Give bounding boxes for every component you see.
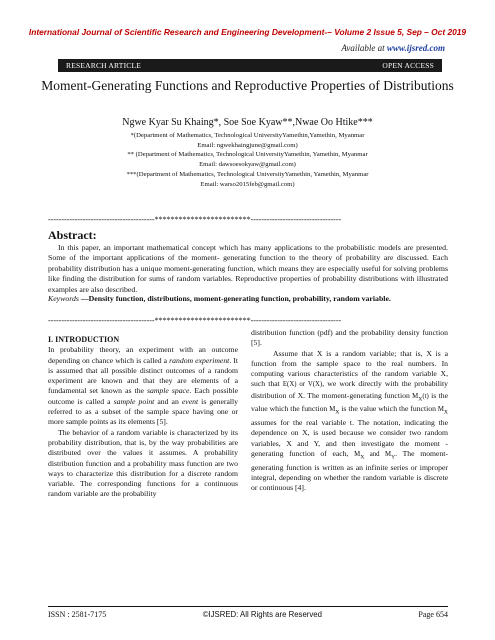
math-m: M [354,450,361,458]
abstract-body: In this paper, an important mathematical concept which has many applications to the probabilistic models are presented. Some of the important applications of the moment- generating function to the theory of probability are discussed. Each probability distribution has a unique moment-generating function, which means they are especially useful for solving problems like finding the distribution for sums of random variables. Reproductive properties of probability distributions with illustrated examples are also described. [48,243,448,294]
left-column [48,335,238,500]
math-sub: X [360,454,365,461]
text-run: Assume that X is a random variable; that is, X is a function from the sample space to the real numbers. In computing various characteristics of the random variable X, such that [251,348,448,389]
footer-page-number: Page 654 [418,610,448,619]
text-run: , we work directly with the probability distribution of X. The moment-generating function [251,379,449,400]
open-access-label: OPEN ACCESS [382,61,434,70]
journal-url-link[interactable]: www.ijsred.com [386,43,445,53]
math-expectation-variance: E(X) or V(X) [282,381,323,389]
right-column [251,328,448,494]
footer-rule [48,606,448,607]
intro-paragraph-2: The behavior of a random variable is characterized by its probability distribution, that is, by the way probabilities are distributed over the values it assumes. A probability distribution function and a probability mass function are two ways to characterize this distribution for a discrete random variable. The corresponding functions for a continuous random variable are the probability [48,427,238,499]
math-m: M [385,450,392,458]
article-banner [58,59,442,72]
math-sub: X [335,409,340,416]
text-run: is the value which the function [251,390,448,414]
authors: Ngwe Kyar Su Khaing*, Soe Soe Kyaw**,Nwae Oo Htike*** [122,117,373,128]
text-run: assumes for the real variable t. The notation, indicating the dependence on X, is used because we consider two random variables, X and Y, and then investigate the moment -generating function of each, [251,418,448,458]
term-sample-space: sample space [147,386,190,396]
abstract-heading: Abstract: [48,228,97,242]
page-footer [48,610,448,619]
text-run: . Each possible outcome is called a [48,386,239,406]
text-run: and an [154,396,182,406]
intro-paragraph-3: distribution function (pdf) and the probability density function [5]. [251,328,448,348]
available-at [341,43,445,53]
section-heading-introduction: I. INTRODUCTION [48,335,120,344]
affiliation-line: ** (Department of Mathematics, Technological UniversityYamethin, Yamethin, Myanmar [127,151,368,159]
affiliation-email: Email: ngwekhaingjune@gmail.com) [197,141,298,149]
math-sub: X [418,396,423,403]
text-run: . The moment-generating function is written as an infinite series or improper integral, depending on whether the random variable is discrete or continuous [4]. [251,448,448,493]
math-m: M [437,406,444,414]
math-mgf [412,392,429,403]
footer-copyright: ©IJSRED: All Rights are Reserved [202,610,322,619]
math-sub: X [443,409,449,416]
term-event: event [181,396,199,406]
math-sub: Y [391,454,396,461]
intro-paragraph-1 [48,345,238,427]
research-article-label: RESEARCH ARTICLE [66,61,142,70]
affiliation-email: Email: warso2015feb@gmail.com) [200,180,295,188]
affiliation-line: ***(Department of Mathematics, Technological UniversityYamethin, Yamethin, Myanmar [126,170,369,178]
affiliation-line: *(Department of Mathematics, Technological UniversityYamethin,Yamethin, Myanmar [130,132,365,139]
math-m: M [412,392,419,400]
affiliation-email: Email: dawsoesokyaw@gmail.com) [199,161,296,169]
paper-title: Moment-Generating Functions and Reproductive Properties of Distributions [41,78,454,93]
affiliations [40,131,455,189]
keywords-label: Keywords [48,294,79,303]
term-random-experiment: random experiment [169,355,230,365]
text-run: . It is assumed that all possible distinct outcomes of a random experiment are known and that they are elements of a fundamental set known as the [48,355,238,396]
math-my [385,450,396,461]
intro-paragraph-4 [251,349,448,494]
math-mx [437,406,449,416]
keywords [48,294,448,304]
separator-bottom: ----------------------------------------************************---------------------------------- [48,316,342,325]
math-mx [354,450,365,461]
available-prefix: Available at [341,43,387,53]
text-run: is the value which the function [339,404,438,414]
math-mx [329,406,340,416]
text-run: and [364,450,386,458]
math-arg: (t) [422,392,429,400]
journal-header: International Journal of Scientific Research and Engineering Development-– Volume 2 Issue 5, Sep – Oct 2019 [28,27,467,37]
text-run: In probability theory, an experiment with an outcome depending on chance which is called a [48,345,238,365]
math-m: M [329,406,336,414]
footer-issn: ISSN : 2581-7175 [48,610,107,619]
keywords-text: —Density function, distributions, moment-generating function, probability, random variable. [78,294,391,303]
text-run: is generally referred to as a subset of the sample space having one or more sample points as its elements [5]. [48,396,238,427]
separator-top: ----------------------------------------************************---------------------------------- [48,215,342,224]
term-sample-point: sample point [113,396,155,406]
